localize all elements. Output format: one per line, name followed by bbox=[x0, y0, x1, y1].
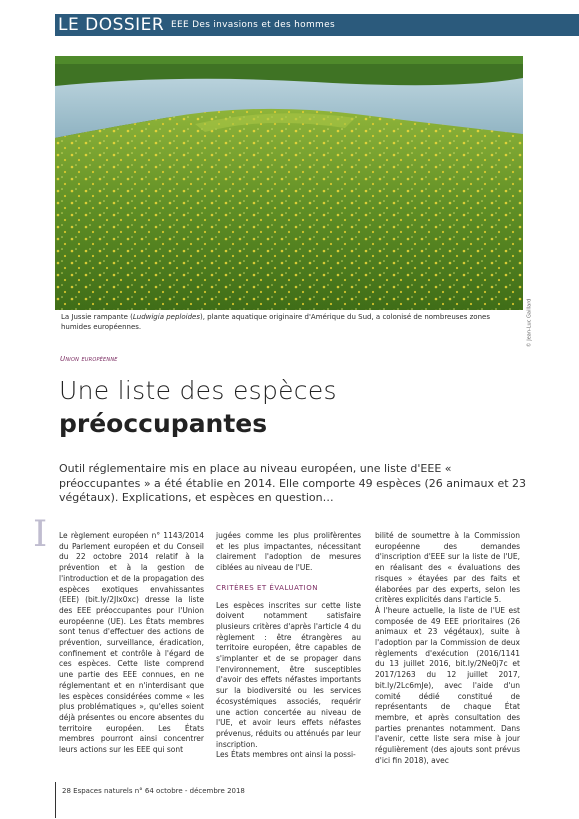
section-label: LE DOSSIER bbox=[58, 15, 165, 35]
column-2-paragraph-b: Les espèces inscrites sur cette liste doivent notamment satisfaire plusieurs critères d'après l'article 4 du règlement : être étrangères au territoire européen, être capables de s'implanter et de se propager dans l'environnement, être susceptibles d'avoir des effets néfastes importants sur la biodiversité ou les services écosystémiques associés, requérir une action concertée au niveau de l'UE, et avoir leurs effets néfastes prévenus, réduits ou atténués par leur inscription. bbox=[216, 600, 361, 749]
section-header bbox=[55, 14, 579, 36]
caption-species: Ludwigia peploides bbox=[132, 313, 200, 321]
photo-credit bbox=[525, 300, 531, 346]
article-title-line1: Une liste des espèces bbox=[59, 376, 337, 405]
footer-rule bbox=[55, 782, 56, 818]
page-number: 28 bbox=[62, 787, 71, 795]
column-1-paragraph: Le règlement européen n° 1143/2014 du Parlement européen et du Conseil du 22 octobre 2014 relatif à la prévention et à la gestion de l'introduction et de la propagation des espèces exotiques envahissantes (EEE) (bit.ly/2Jlx0xc) dresse la liste des EEE préoccupantes pour l'Union européenne (UE). Les États membres sont tenus d'effectuer des actions de prévention, surveillance, éradication, confinement et contrôle à l'égard de ces espèces. Cette liste comprend une partie des EEE connues, en ne réglementant et en n'interdisant que les espèces considérées comme « les plus problématiques », qu'elles soient déjà présentes ou encore absentes du territoire européen. Les États membres pourront ainsi concentrer leurs actions sur les EEE qui sont bbox=[59, 531, 204, 755]
section-subtitle: EEE Des invasions et des hommes bbox=[171, 20, 335, 30]
photo-credit-text: © Jean-Luc Gaillard bbox=[526, 298, 533, 348]
text-column-2 bbox=[216, 531, 361, 761]
column-3-paragraph-b: À l'heure actuelle, la liste de l'UE est composée de 49 EEE prioritaires (26 animaux et 23 végétaux), suite à l'adoption par la Commission de deux règlements d'exécution (2016/1141 du 13 juillet 2016, bit.ly/2Ne0j7c et 2017/1263 du 12 juillet 2017, bit.ly/2Lc6mJe), avec l'aide d'un comité dédié constitué de représentants de chaque État membre, et après consultation des parties prenantes notamment. Dans l'avenir, cette liste sera mise à jour régulièrement (des ajouts sont prévus d'ici fin 2018), avec bbox=[375, 605, 520, 765]
publication-info: Espaces naturels n° 64 octobre - décembre 2018 bbox=[73, 787, 245, 795]
caption-suffix: ), plante aquatique originaire d'Amérique du Sud, a colonisé de nombreuses zones humides européennes. bbox=[61, 313, 490, 331]
text-column-1 bbox=[59, 531, 204, 756]
caption-prefix: La Jussie rampante ( bbox=[61, 313, 133, 321]
column-2-paragraph-a: jugées comme les plus prolifèrentes et les plus impactantes, nécessitant clairement l'adoption de mesures ciblées au niveau de l'UE. bbox=[216, 531, 361, 573]
subheading-criteria: CRITÈRES ET ÉVALUATION bbox=[216, 583, 318, 592]
article-photo bbox=[55, 56, 523, 310]
text-column-3 bbox=[375, 531, 520, 766]
article-title-line2: préoccupantes bbox=[59, 409, 268, 438]
page-footer bbox=[62, 787, 245, 795]
article-lead: Outil réglementaire mis en place au niveau européen, une liste d'EEE « préoccupantes » a été établie en 2014. Elle comporte 49 espèces (26 animaux et 23 végétaux). Explications, et espèces en question… bbox=[59, 462, 527, 504]
article-kicker: Union européenne bbox=[60, 355, 118, 363]
column-3-paragraph-a: bilité de soumettre à la Commission européenne des demandes d'inscription d'EEE sur la liste de l'UE, en réalisant des « évaluations des risques » étayées par des faits et élaborées par des experts, selon les critères explicités dans l'article 5. bbox=[375, 531, 520, 605]
drop-cap: I bbox=[33, 514, 48, 555]
photo-caption bbox=[61, 313, 511, 332]
column-2-paragraph-c: Les États membres ont ainsi la possi- bbox=[216, 750, 356, 760]
